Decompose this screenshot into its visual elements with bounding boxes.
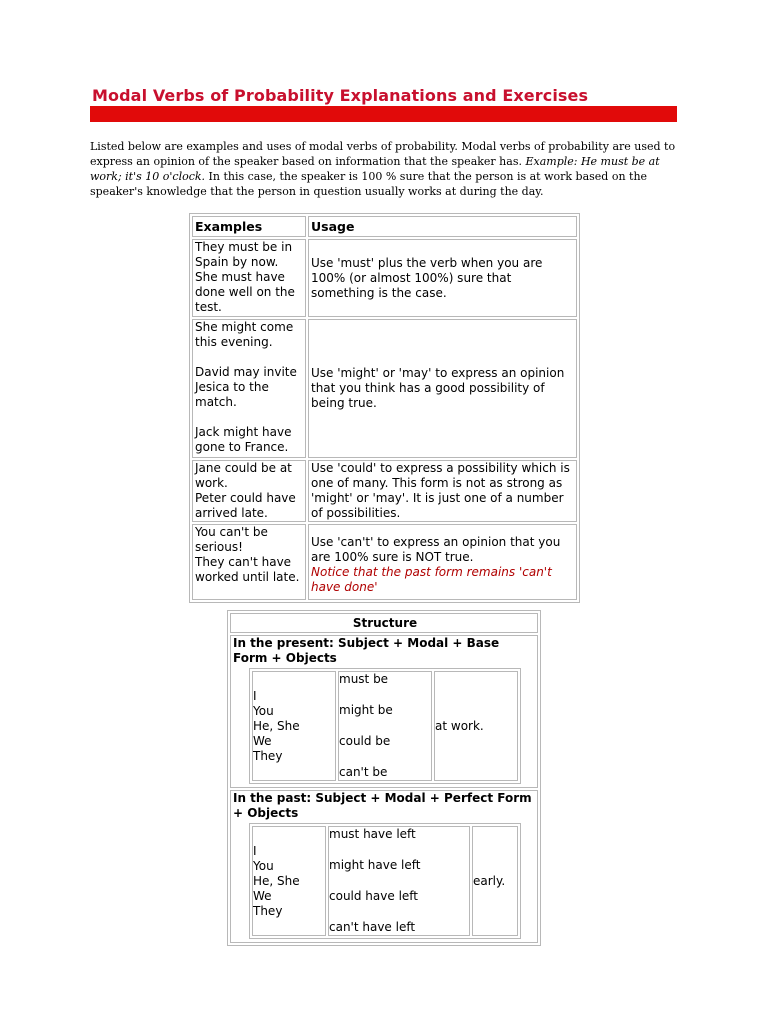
table-row — [192, 319, 577, 458]
subjects-cell — [252, 826, 326, 936]
past-section — [230, 790, 538, 943]
usage-text: Use 'can't' to express an opinion that you are 100% sure is NOT true. — [311, 535, 561, 564]
example-sentence: She must have done well on the test. — [195, 270, 295, 314]
example-sentence: You can't be serious! — [195, 525, 268, 554]
modal-form: might have left — [329, 858, 421, 872]
example-sentence: David may invite Jesica to the match. — [195, 365, 297, 409]
subject: You — [253, 858, 274, 873]
header-examples: Examples — [192, 216, 306, 237]
subject: We — [253, 888, 272, 903]
modal-form: must be — [339, 672, 389, 686]
object-cell: at work. — [434, 671, 518, 781]
modals-cell — [338, 671, 432, 781]
modal-form: could be — [339, 734, 391, 748]
example-sentence: She might come this evening. — [195, 320, 294, 349]
subject: They — [253, 903, 283, 918]
title-underline-bar — [90, 106, 677, 122]
subject: I — [253, 688, 257, 703]
past-pattern-table — [249, 823, 521, 939]
intro-text-2: In this case, the speaker is 100 % sure that the person is at work based on the speaker's knowledge that the person in question usually works at during the day. — [90, 170, 648, 198]
object-cell: early. — [472, 826, 518, 936]
example-sentence: They can't have worked until late. — [195, 555, 300, 584]
table-row — [192, 239, 577, 317]
subjects-cell — [252, 671, 336, 781]
subject: You — [253, 703, 274, 718]
subject: He, She — [253, 873, 300, 888]
examples-cell — [192, 239, 306, 317]
table-row — [192, 460, 577, 522]
modals-cell — [328, 826, 470, 936]
usage-cell: Use 'might' or 'may' to express an opinion that you think has a good possibility of being true. — [308, 319, 577, 458]
examples-cell — [192, 524, 306, 600]
subject: We — [253, 733, 272, 748]
subject: They — [253, 748, 283, 763]
present-title: In the present: Subject + Modal + Base Form + Objects — [233, 636, 500, 665]
example-sentence: Jack might have gone to France. — [195, 425, 292, 454]
subject: He, She — [253, 718, 300, 733]
modal-form: could have left — [329, 889, 419, 903]
examples-cell — [192, 460, 306, 522]
table-row — [192, 524, 577, 600]
structure-table — [227, 610, 541, 946]
examples-table — [189, 213, 580, 603]
intro-text-1: Listed below are examples and uses of modal verbs of probability. Modal verbs of probability are used to express an opinion of the speaker based on information that the speaker has. — [90, 140, 676, 168]
header-usage: Usage — [308, 216, 577, 237]
past-title: In the past: Subject + Modal + Perfect Form + Objects — [233, 791, 532, 820]
example-sentence: They must be in Spain by now. — [195, 240, 293, 269]
modal-form: might be — [339, 703, 393, 717]
present-section — [230, 635, 538, 788]
example-sentence: Jane could be at work. — [195, 461, 292, 490]
examples-header-row — [192, 216, 577, 237]
subject: I — [253, 843, 257, 858]
page-title: Modal Verbs of Probability Explanations and Exercises — [92, 86, 589, 105]
usage-cell: Use 'could' to express a possibility which is one of many. This form is not as strong as 'might' or 'may'. It is just one of a number of possibilities. — [308, 460, 577, 522]
usage-note: Notice that the past form remains 'can't have done' — [311, 565, 552, 594]
usage-cell — [308, 524, 577, 600]
structure-heading: Structure — [230, 613, 538, 633]
modal-form: can't be — [339, 765, 388, 779]
modal-form: can't have left — [329, 920, 416, 934]
examples-cell — [192, 319, 306, 458]
modal-form: must have left — [329, 827, 416, 841]
intro-example: Example: He must be at work; it's 10 o'clock. — [90, 155, 660, 183]
example-sentence: Peter could have arrived late. — [195, 491, 296, 520]
usage-cell: Use 'must' plus the verb when you are 100% (or almost 100%) sure that something is the case. — [308, 239, 577, 317]
intro-paragraph — [90, 139, 682, 199]
present-pattern-table — [249, 668, 521, 784]
